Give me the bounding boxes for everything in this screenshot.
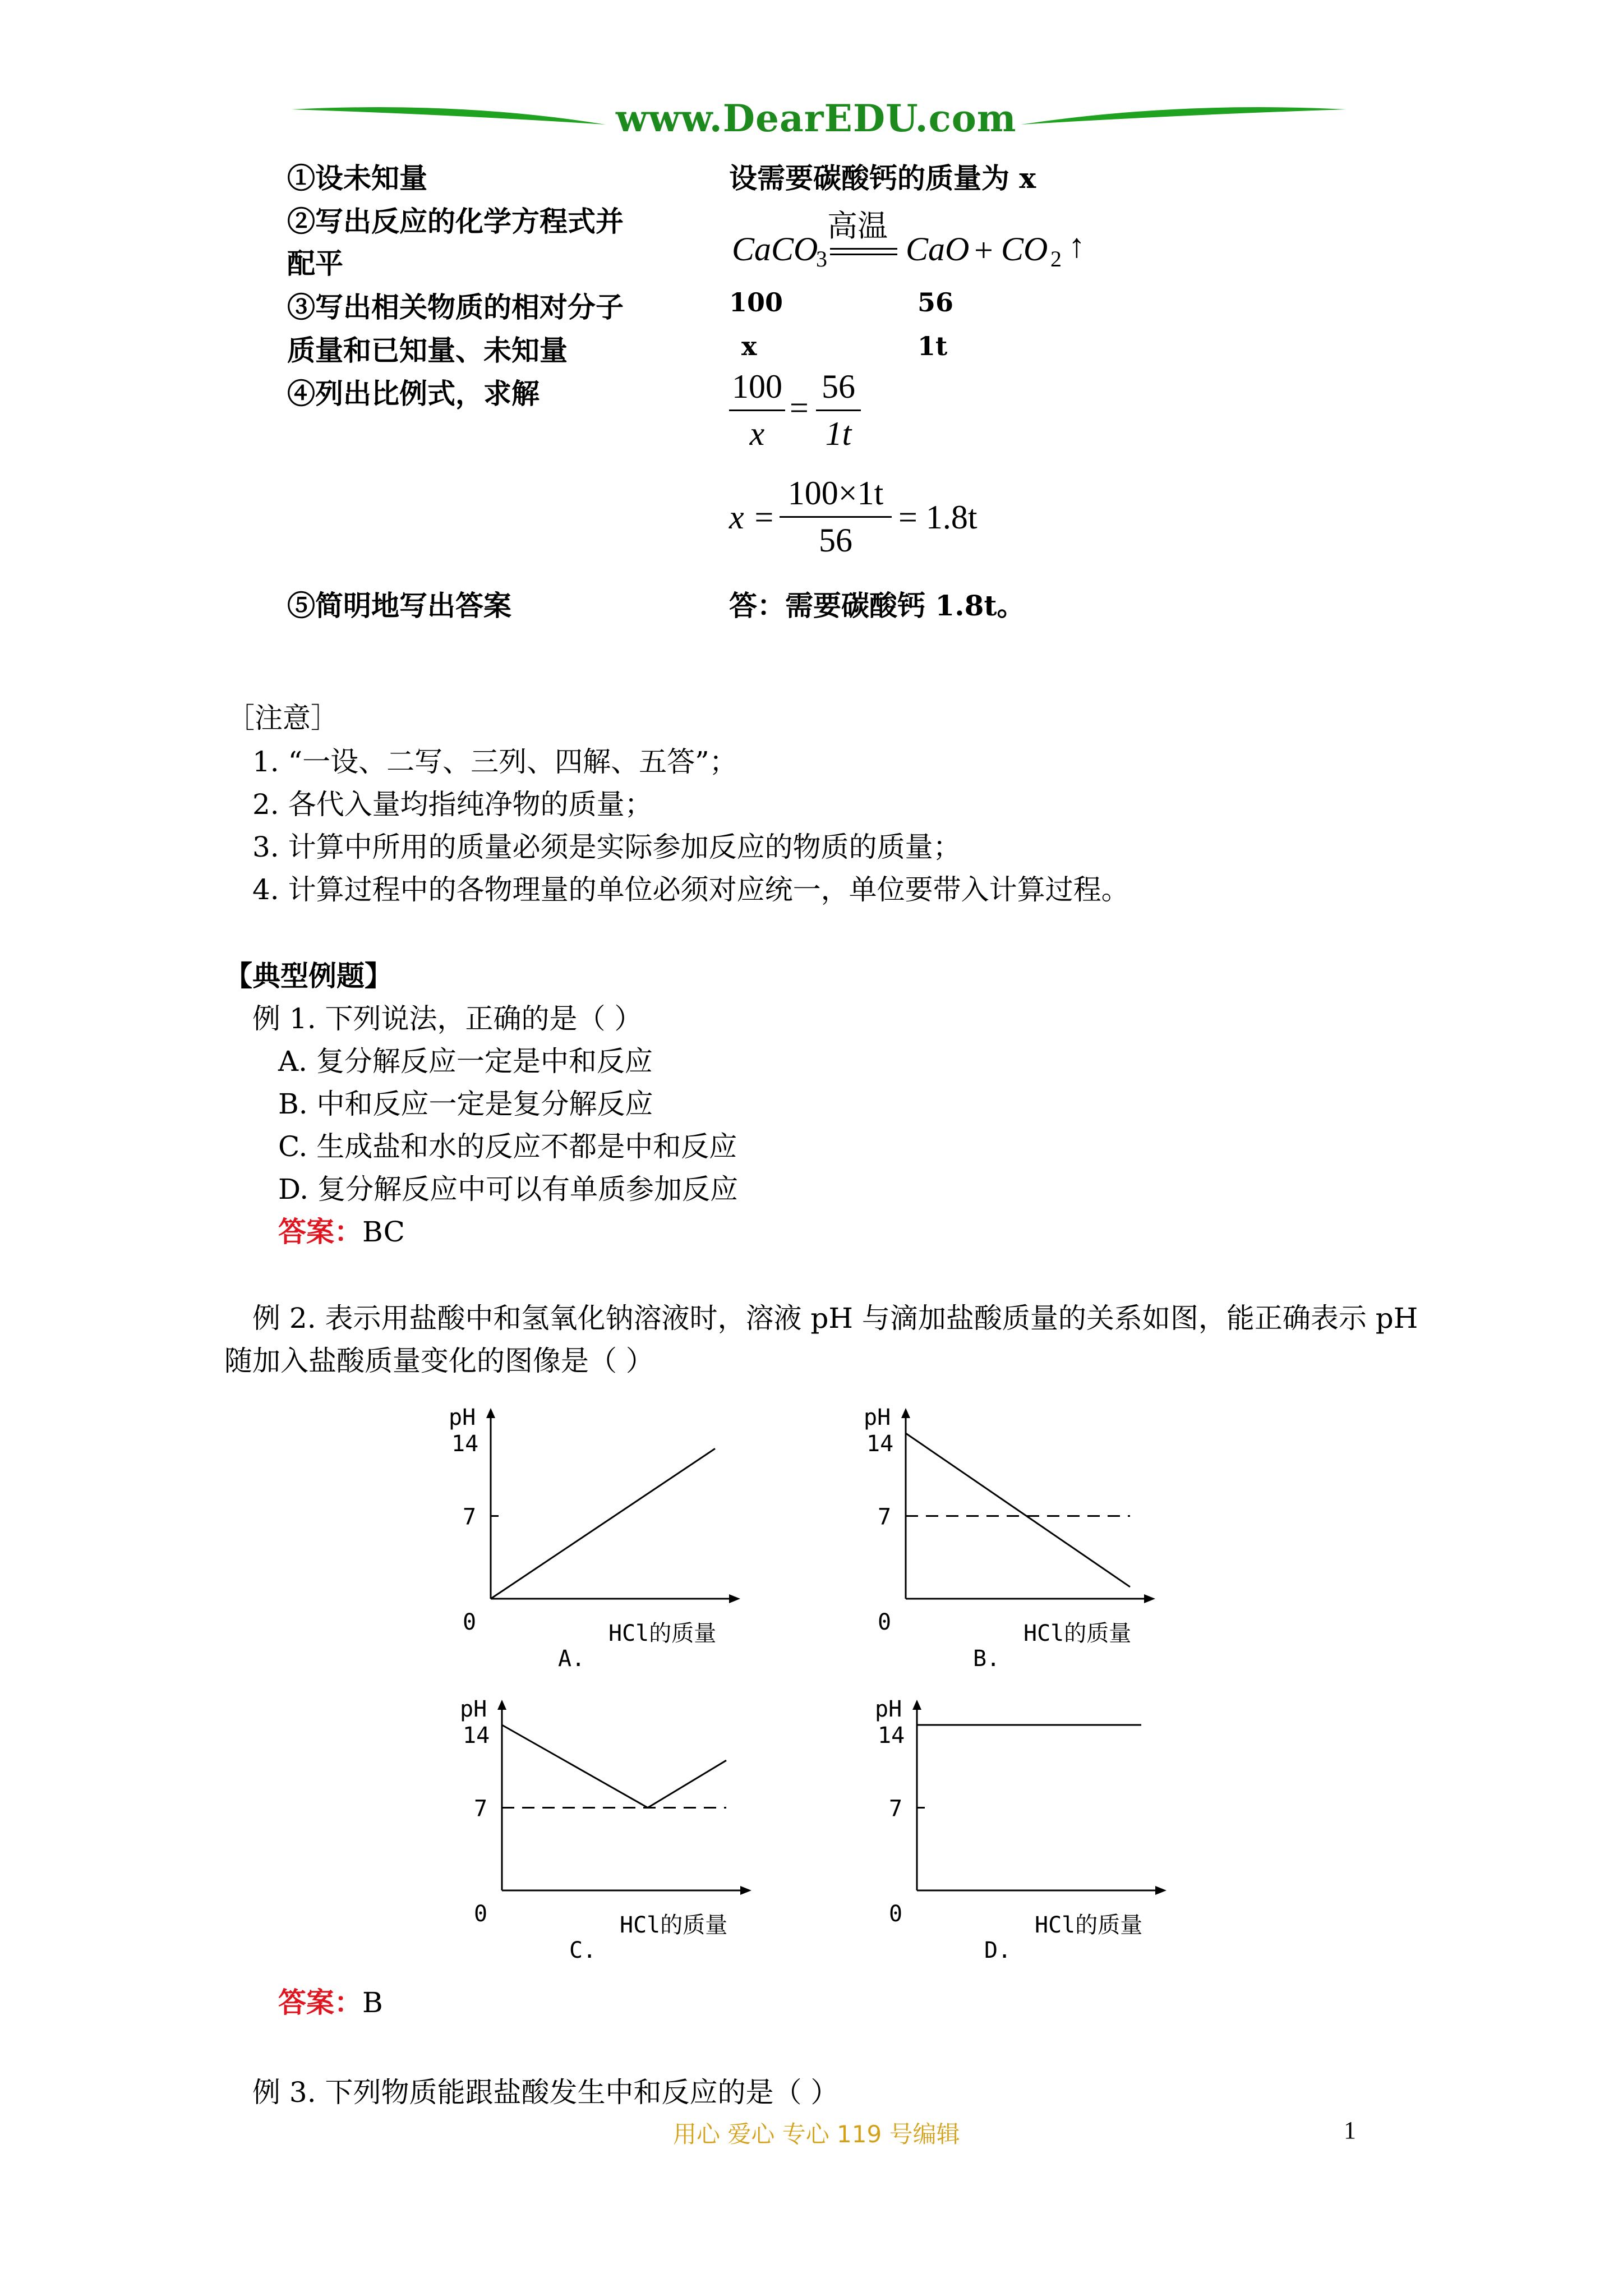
- x-axis-label: HCl的质量: [620, 1912, 728, 1938]
- solve-rhs: = 1.8t: [898, 499, 978, 536]
- ex3-question: 例 3. 下列物质能跟盐酸发生中和反应的是（ ）: [252, 2076, 839, 2109]
- y-axis-arrow-icon: [486, 1408, 495, 1418]
- ex1-option-b: B. 中和反应一定是复分解反应: [278, 1088, 653, 1120]
- ex2-question-line1: 例 2. 表示用盐酸中和氢氧化钠溶液时，溶液 pH 与滴加盐酸质量的关系如图，能正确表示 pH: [252, 1302, 1418, 1335]
- eq-gas-arrow: ↑: [1068, 227, 1085, 264]
- ex1-answer: [278, 1209, 405, 1250]
- y-axis-label: pH: [875, 1696, 902, 1722]
- ratio-numerator-left: 100: [732, 368, 782, 405]
- step3-label-line1: ③写出相关物质的相对分子: [287, 291, 624, 324]
- eq-plus: +: [974, 232, 993, 269]
- series-line: [906, 1433, 1130, 1587]
- eq-double-bar-bottom: [830, 254, 897, 255]
- origin-label: 0: [889, 1901, 903, 1927]
- header-swoosh-right: [1021, 107, 1346, 125]
- eq-product1: CaO: [906, 231, 970, 268]
- chart-caption: C.: [569, 1938, 597, 1963]
- y-axis-label: pH: [460, 1696, 487, 1722]
- solve-fraction: [780, 474, 892, 560]
- origin-label: 0: [463, 1609, 477, 1635]
- eq-reactant: CaCO: [732, 231, 818, 268]
- header-swoosh-left: [292, 107, 606, 125]
- x-axis-arrow-icon: [740, 1886, 751, 1895]
- y-axis-arrow-icon: [497, 1700, 506, 1710]
- ex1-option-a: A. 复分解反应一定是中和反应: [278, 1045, 653, 1078]
- origin-label: 0: [474, 1901, 488, 1927]
- series-line: [502, 1725, 726, 1808]
- footer-text: 用心 爱心 专心 119 号编辑: [673, 2120, 960, 2148]
- eq-reactant-subscript: 3: [816, 246, 827, 272]
- step5-label: ⑤简明地写出答案: [287, 589, 511, 622]
- chart-caption: D.: [984, 1938, 1012, 1963]
- step2-label-line1: ②写出反应的化学方程式并: [287, 205, 624, 238]
- ex2-question-line2: 随加入盐酸质量变化的图像是（ ）: [224, 1345, 654, 1377]
- chart-c: [449, 1688, 808, 1963]
- chart-a: [437, 1397, 796, 1672]
- y-tick-label-7: 7: [878, 1504, 892, 1530]
- eq-product2-subscript: 2: [1050, 246, 1062, 272]
- step4-label: ④列出比例式，求解: [287, 377, 540, 410]
- ex2-answer-label: 答案：: [278, 1986, 362, 2019]
- ex1-option-c: C. 生成盐和水的反应不都是中和反应: [278, 1130, 737, 1163]
- ex1-question: 例 1. 下列说法，正确的是（ ）: [252, 1002, 643, 1035]
- molar-mass-cao: 56: [917, 287, 954, 318]
- y-axis-label: pH: [864, 1405, 891, 1430]
- y-tick-label-7: 7: [889, 1796, 903, 1822]
- x-axis-arrow-icon: [729, 1594, 740, 1603]
- step1-content: 设需要碳酸钙的质量为 x: [729, 162, 1036, 195]
- eq-condition: 高温: [827, 208, 888, 243]
- note-item-1: 1. “一设、二写、三列、四解、五答”；: [252, 746, 737, 778]
- ex1-answer-value: BC: [362, 1216, 405, 1248]
- y-tick-label-7: 7: [474, 1796, 488, 1822]
- page-number: 1: [1344, 2116, 1356, 2144]
- ratio-fraction-right: [816, 367, 861, 453]
- series-line: [491, 1448, 715, 1599]
- ex2-answer-value: B: [362, 1986, 383, 2019]
- origin-label: 0: [878, 1609, 892, 1635]
- ratio-fraction-left: [729, 367, 785, 453]
- step1-label: ①设未知量: [287, 162, 427, 195]
- solve-lhs: x =: [729, 499, 776, 536]
- ex1-option-d: D. 复分解反应中可以有单质参加反应: [278, 1173, 739, 1205]
- step5-answer: 答：需要碳酸钙 1.8t。: [729, 589, 1025, 622]
- molar-mass-caco3: 100: [729, 287, 783, 318]
- x-axis-arrow-icon: [1144, 1594, 1155, 1603]
- chart-b: [852, 1397, 1211, 1672]
- solve-denominator: 56: [819, 522, 852, 559]
- eq-product2: CO: [1001, 231, 1048, 268]
- y-axis-arrow-icon: [912, 1700, 921, 1710]
- x-axis-arrow-icon: [1155, 1886, 1166, 1895]
- y-axis-arrow-icon: [901, 1408, 910, 1418]
- examples-title: 【典型例题】: [224, 959, 393, 992]
- ratio-equals: =: [790, 389, 809, 426]
- y-tick-label-7: 7: [463, 1504, 477, 1530]
- notes-title: ［注意］: [227, 702, 339, 734]
- note-item-3: 3. 计算中所用的质量必须是实际参加反应的物质的质量；: [252, 831, 961, 863]
- x-axis-label: HCl的质量: [1023, 1621, 1132, 1646]
- y-tick-label-14: 14: [878, 1723, 905, 1749]
- y-axis-label: pH: [449, 1405, 476, 1430]
- note-item-4: 4. 计算过程中的各物理量的单位必须对应统一，单位要带入计算过程。: [252, 873, 1129, 906]
- y-tick-label-14: 14: [463, 1723, 490, 1749]
- unknown-x: x: [741, 331, 757, 361]
- known-mass: 1t: [917, 331, 948, 361]
- ex2-answer: [278, 1980, 383, 2021]
- ex1-answer-label: 答案：: [278, 1215, 362, 1248]
- note-item-2: 2. 各代入量均指纯净物的质量；: [252, 788, 653, 821]
- site-logo: www.DearEDU.com: [616, 96, 1017, 140]
- x-axis-label: HCl的质量: [608, 1621, 717, 1646]
- chart-d: [864, 1688, 1223, 1963]
- solve-numerator: 100×1t: [787, 475, 884, 512]
- x-axis-label: HCl的质量: [1035, 1912, 1143, 1938]
- y-tick-label-14: 14: [866, 1431, 894, 1457]
- ratio-numerator-right: 56: [822, 368, 855, 405]
- step2-label-line2: 配平: [287, 247, 343, 280]
- eq-double-bar-top: [830, 248, 897, 250]
- ratio-denominator-right: 1t: [825, 415, 852, 452]
- step3-label-line2: 质量和已知量、未知量: [287, 334, 568, 367]
- y-tick-label-14: 14: [451, 1431, 479, 1457]
- chart-caption: B.: [973, 1646, 1000, 1672]
- ratio-denominator-left: x: [749, 415, 765, 452]
- chart-caption: A.: [558, 1646, 585, 1672]
